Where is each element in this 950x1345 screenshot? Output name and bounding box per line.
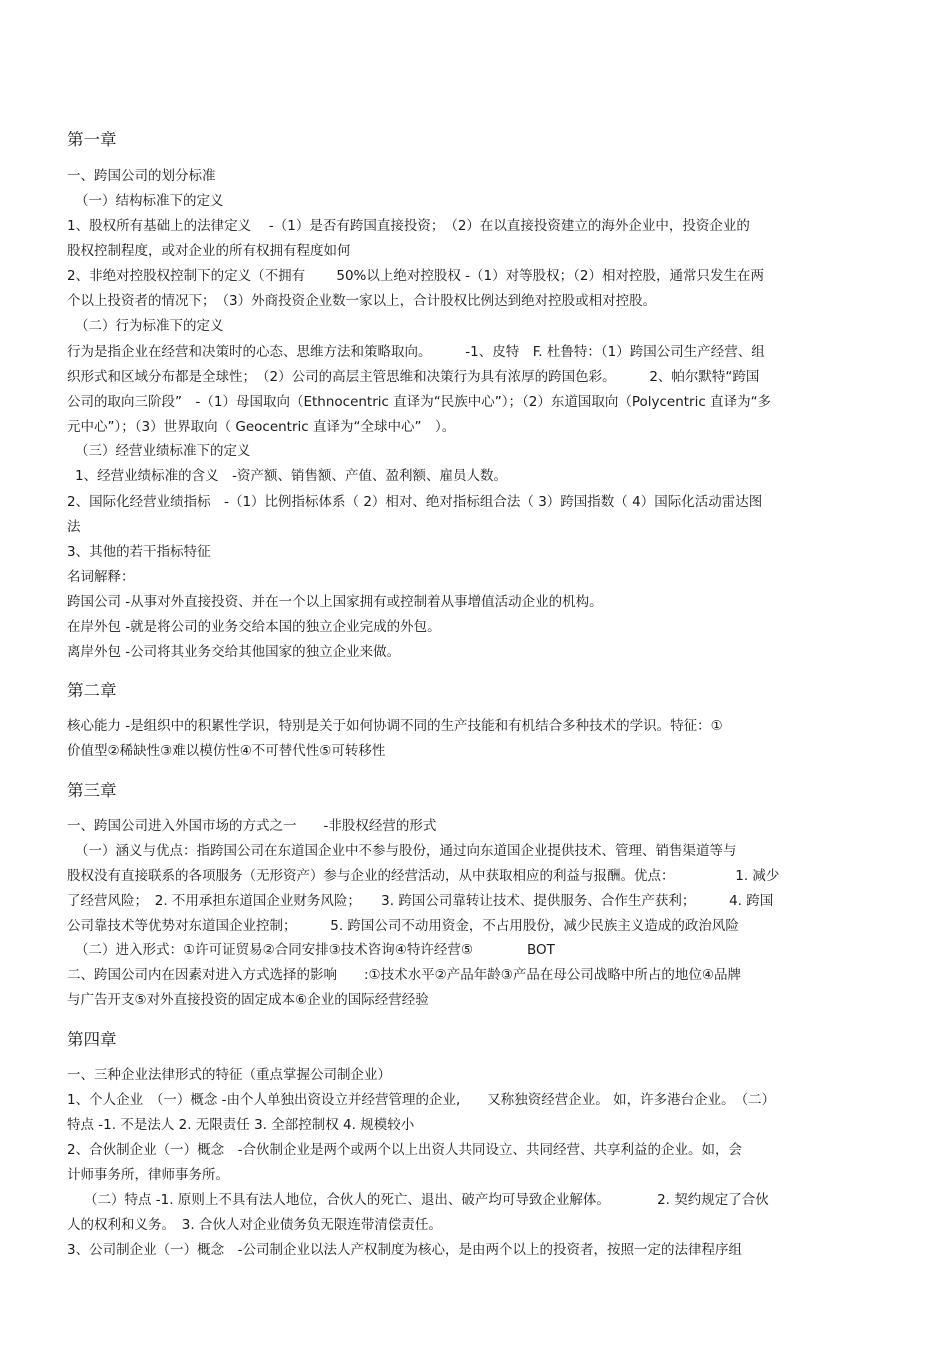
paragraph-line: 1、个人企业 （一）概念 -由个人单独出资设立并经营管理的企业, 又称独资经营企业。 如，许多港台企业。 （二） <box>67 1092 776 1108</box>
section-heading: 一、跨国公司的划分标准 <box>67 168 216 184</box>
subsection-heading: （一）结构标准下的定义 <box>75 193 224 209</box>
paragraph-line: 核心能力 -是组织中的积累性学识，特别是关于如何协调不同的生产技能和有机结合多种技术的学识。特征：① <box>67 718 723 734</box>
subsection-heading: （三）经营业绩标准下的定义 <box>75 443 251 459</box>
paragraph-line: 股权没有直接联系的各项服务（无形资产）参与企业的经营活动，从中获取相应的利益与报酬。优点： 1. 减少 <box>67 868 780 884</box>
paragraph-line: 特点 -1. 不是法人 2. 无限责任 3. 全部控制权 4. 规模较小 <box>67 1117 415 1133</box>
paragraph-line: 公司的取向三阶段” -（1）母国取向（Ethnocentric 直译为“民族中心”）；（2）东道国取向（Polycentric 直译为“多 <box>67 394 772 410</box>
paragraph-line: 织形式和区域分布都是全球性； （2）公司的高层主管思维和决策行为具有浓厚的跨国色彩。 2、帕尔默特“跨国 <box>67 369 760 385</box>
paragraph-line: 2、国际化经营业绩指标 -（1）比例指标体系（ 2）相对、绝对指标组合法（ 3）跨国指数（ 4）国际化活动雷达图 <box>67 494 763 510</box>
paragraph-line: 3、公司制企业（一）概念 -公司制企业以法人产权制度为核心，是由两个以上的投资者，按照一定的法律程序组 <box>67 1242 742 1258</box>
paragraph-line: 了经营风险； 2. 不用承担东道国企业财务风险； 3. 跨国公司靠转让技术、提供服务、合作生产获利； 4. 跨国 <box>67 893 774 909</box>
paragraph-line: （二）特点 -1. 原则上不具有法人地位，合伙人的死亡、退出、破产均可导致企业解体。 2. 契约规定了合伙 <box>84 1192 769 1208</box>
paragraph-line: 行为是指企业在经营和决策时的心态、思维方法和策略取向。 -1、皮特 F. 杜鲁特：（1）跨国公司生产经营、组 <box>67 344 765 360</box>
paragraph-line: 价值型②稀缺性③难以模仿性④不可替代性⑤可转移性 <box>67 743 386 759</box>
subsection-heading: （二）行为标准下的定义 <box>75 318 224 334</box>
paragraph-line: 2、合伙制企业（一）概念 -合伙制企业是两个或两个以上出资人共同设立、共同经营、共享利益的企业。如，会 <box>67 1142 742 1158</box>
chapter-3-heading: 第三章 <box>67 781 117 800</box>
glossary-item: 跨国公司 -从事对外直接投资、并在一个以上国家拥有或控制着从事增值活动企业的机构。 <box>67 594 603 610</box>
paragraph-line: （一）涵义与优点：指跨国公司在东道国企业中不参与股份，通过向东道国企业提供技术、管理、销售渠道等与 <box>75 843 737 859</box>
paragraph-line: 1、经营业绩标准的含义 -资产额、销售额、产值、盈利额、雇员人数。 <box>75 468 507 484</box>
paragraph-line: 2、非绝对控股权控制下的定义（不拥有 50%以上绝对控股权 -（1）对等股权；（2）相对控股，通常只发生在两 <box>67 268 764 284</box>
paragraph-line: （二）进入形式：①许可证贸易②合同安排③技术咨询④特许经营⑤ BOT <box>75 942 555 958</box>
paragraph-line: 元中心”）；（3）世界取向（ Geocentric 直译为“全球中心” ）。 <box>67 419 456 435</box>
section-heading: 一、三种企业法律形式的特征（重点掌握公司制企业） <box>67 1067 391 1083</box>
paragraph-line: 法 <box>67 519 81 535</box>
paragraph-line: 股权控制程度，或对企业的所有权拥有程度如何 <box>67 243 351 259</box>
chapter-4-heading: 第四章 <box>67 1030 117 1049</box>
paragraph-line: 与广告开支⑤对外直接投资的固定成本⑥企业的国际经营经验 <box>67 992 429 1008</box>
paragraph-line: 1、股权所有基础上的法律定义 -（1）是否有跨国直接投资； （2）在以直接投资建立的海外企业中，投资企业的 <box>67 218 750 234</box>
section-heading: 二、跨国公司内在因素对进入方式选择的影响 :①技术水平②产品年龄③产品在母公司战略中所占的地位④品牌 <box>67 967 741 983</box>
chapter-1-heading: 第一章 <box>67 130 117 149</box>
glossary-heading: 名词解释： <box>67 569 135 585</box>
glossary-item: 离岸外包 -公司将其业务交给其他国家的独立企业来做。 <box>67 644 401 660</box>
paragraph-line: 公司靠技术等优势对东道国企业控制； 5. 跨国公司不动用资金，不占用股份，减少民族主义造成的政治风险 <box>67 918 739 934</box>
chapter-2-heading: 第二章 <box>67 681 117 700</box>
section-heading: 一、跨国公司进入外国市场的方式之一 -非股权经营的形式 <box>67 818 437 834</box>
paragraph-line: 人的权利和义务。 3. 合伙人对企业债务负无限连带清偿责任。 <box>67 1217 442 1233</box>
paragraph-line: 个以上投资者的情况下； （3）外商投资企业数一家以上，合计股权比例达到绝对控股或相对控股。 <box>67 293 657 309</box>
glossary-item: 在岸外包 -就是将公司的业务交给本国的独立企业完成的外包。 <box>67 619 441 635</box>
paragraph-line: 计师事务所，律师事务所。 <box>67 1167 229 1183</box>
paragraph-line: 3、其他的若干指标特征 <box>67 544 211 560</box>
